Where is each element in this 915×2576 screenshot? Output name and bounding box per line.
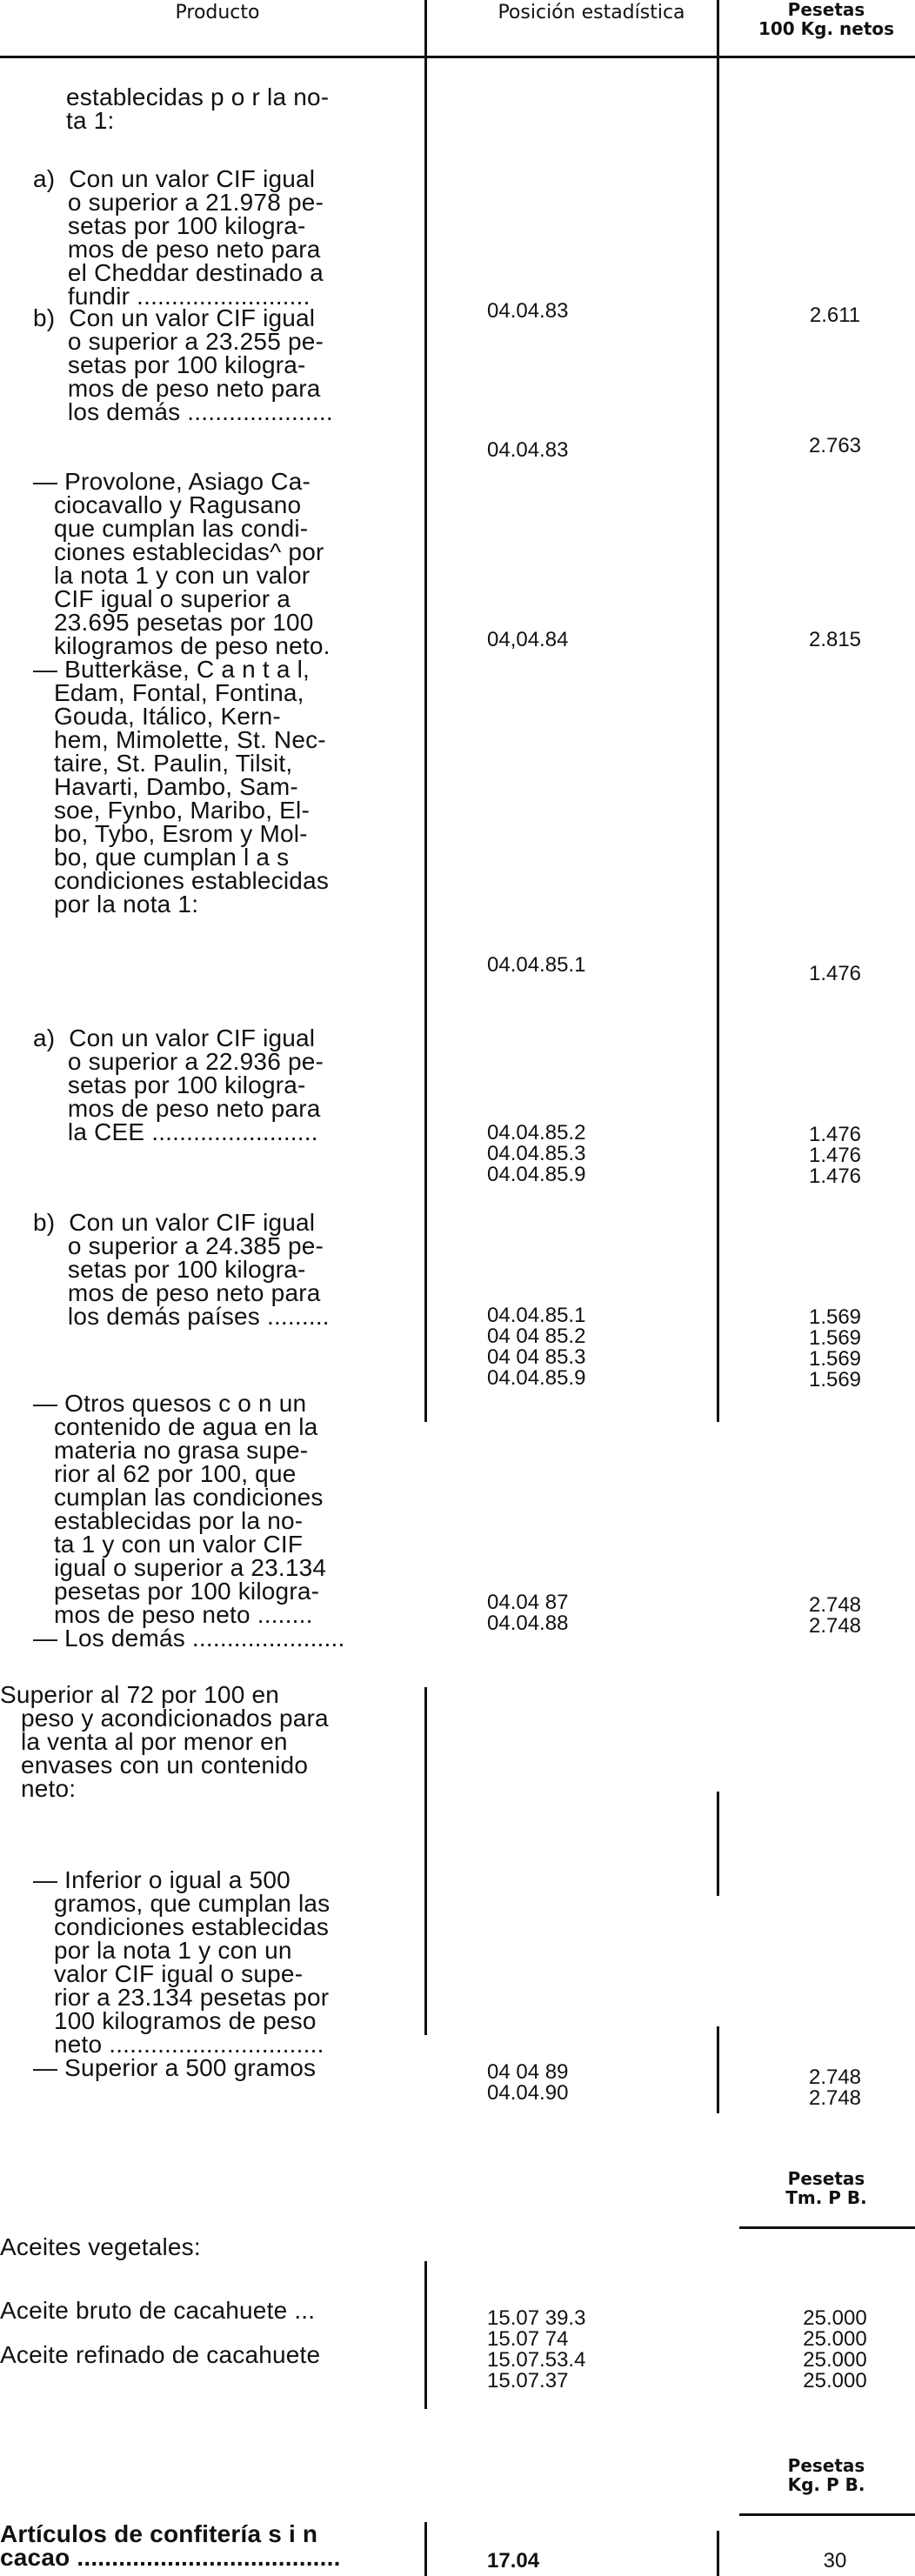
- text-block-b13: Aceite refinado de cacahuete: [0, 2341, 321, 2368]
- text-block-b5: — Butterkäse, C a n t a l, Edam, Fontal, Fontina, Gouda, Itálico, Kern- hem, Mimolette, St. Nec- taire, St. Paulin, Tilsit, Havarti, Dambo, Sam- soe, Fynbo, Maribo, El- bo, Tybo, Esrom y Mol- bo, que cumplan l a s condiciones establecidas por la nota 1:: [33, 656, 330, 918]
- column-rule-1: [424, 0, 427, 1422]
- position-code: 04.04.90: [487, 2081, 569, 2105]
- position-code: 04 04 85.2: [487, 1325, 586, 1348]
- price-value: 2.815: [808, 628, 862, 651]
- text-block-b9: Superior al 72 por 100 en peso y acondicionados para la venta al por menor en envases con un contenido neto:: [0, 1681, 329, 1802]
- position-code: 04.04.83: [487, 438, 569, 462]
- header-rule: [0, 56, 915, 58]
- price-value: 2.763: [808, 434, 862, 457]
- subheader-kg-l1: Pesetas: [787, 2455, 865, 2476]
- price-value: 1.476: [808, 1165, 862, 1188]
- position-code: 15.07 39.3: [487, 2306, 586, 2330]
- text-block-b11: Aceites vegetales:: [0, 2233, 201, 2260]
- column-rule-1c: [424, 2261, 427, 2409]
- text-block-b12: Aceite bruto de cacahuete ...: [0, 2297, 316, 2324]
- position-code: 04.04.85.9: [487, 1366, 586, 1390]
- subheader-tm-rule: [739, 2226, 915, 2229]
- position-code: 04.04.85.9: [487, 1163, 586, 1186]
- position-code: 04.04.85.1: [487, 1304, 586, 1327]
- price-value: 1.569: [808, 1347, 862, 1371]
- position-code: 04.04.85.3: [487, 1142, 586, 1165]
- price-value: 2.748: [808, 1614, 862, 1638]
- price-value: 1.476: [808, 962, 862, 985]
- price-value: 2.611: [809, 304, 861, 327]
- text-block-b8: — Otros quesos c o n un contenido de agua en la materia no grasa supe- rior al 62 por 100, que cumplan las condiciones establecidas por la no- ta 1 y con un valor CIF igual o superior a 23.134 pesetas por 100 kilogra- mos de peso neto ........ — Los demás ......................: [33, 1390, 345, 1652]
- column-rule-2: [717, 0, 719, 1422]
- position-code: 17.04: [487, 2549, 540, 2573]
- price-value: 1.476: [808, 1144, 862, 1167]
- price-value: 1.476: [808, 1123, 862, 1146]
- column-rule-1b: [424, 1687, 427, 2035]
- subheader-kg-l2: Kg. P B.: [787, 2474, 865, 2495]
- subheader-kg-rule: [739, 2513, 915, 2516]
- position-code: 15.07 74: [487, 2327, 569, 2351]
- text-block-b2: a) Con un valor CIF igual o superior a 21.978 pe- setas por 100 kilogra- mos de peso neto para el Cheddar destinado a fundir .........................: [33, 165, 324, 310]
- header-posicion: Posición estadística: [498, 2, 685, 23]
- column-rule-2b: [717, 1792, 719, 1896]
- price-value: 2.748: [808, 2065, 862, 2089]
- position-code: 15.07.53.4: [487, 2348, 586, 2372]
- column-rule-2d: [717, 2531, 719, 2576]
- header-unit: 100 Kg. netos: [758, 18, 895, 39]
- price-value: 1.569: [808, 1368, 862, 1391]
- price-value: 1.569: [808, 1305, 862, 1329]
- price-value: 2.748: [808, 2086, 862, 2110]
- position-code: 04.04.85.1: [487, 953, 586, 977]
- text-block-b14: Artículos de confitería s i n cacao ......................................: [0, 2520, 341, 2571]
- column-rule-2c: [717, 2026, 719, 2113]
- position-code: 04 04 85.3: [487, 1345, 586, 1369]
- column-rule-1d: [424, 2522, 427, 2576]
- price-value: 25.000: [803, 2306, 867, 2330]
- position-code: 15.07.37: [487, 2369, 569, 2392]
- subheader-tm-l2: Tm. P B.: [785, 2187, 867, 2208]
- text-block-b1: establecidas p o r la no- ta 1:: [66, 83, 330, 134]
- position-code: 04.04.83: [487, 299, 569, 323]
- position-code: 04.04.85.2: [487, 1121, 586, 1145]
- price-value: 30: [823, 2549, 847, 2573]
- position-code: 04.04 87: [487, 1591, 569, 1614]
- header-producto: Producto: [175, 2, 260, 23]
- text-block-b7: b) Con un valor CIF igual o superior a 24.385 pe- setas por 100 kilogra- mos de peso neto para los demás países .........: [33, 1209, 330, 1330]
- position-code: 04,04.84: [487, 628, 569, 651]
- header-pesetas: Pesetas: [787, 0, 865, 20]
- text-block-b10: — Inferior o igual a 500 gramos, que cumplan las condiciones establecidas por la nota 1 y con un valor CIF igual o supe- rior a 23.134 pesetas por 100 kilogramos de peso neto ............................... — Superior a 500 gramos: [33, 1866, 331, 2081]
- text-block-b4: — Provolone, Asiago Ca- ciocavallo y Ragusano que cumplan las condi- ciones establecidas^ por la nota 1 y con un valor CIF igual o superior a 23.695 pesetas por 100 kilogramos de peso neto.: [33, 468, 331, 659]
- price-value: 2.748: [808, 1593, 862, 1617]
- price-value: 25.000: [803, 2348, 867, 2372]
- subheader-tm-l1: Pesetas: [787, 2168, 865, 2189]
- text-block-b6: a) Con un valor CIF igual o superior a 22.936 pe- setas por 100 kilogra- mos de peso neto para la CEE ........................: [33, 1024, 324, 1145]
- position-code: 04.04.88: [487, 1612, 569, 1635]
- price-value: 1.569: [808, 1326, 862, 1350]
- price-value: 25.000: [803, 2327, 867, 2351]
- position-code: 04 04 89: [487, 2060, 569, 2084]
- text-block-b3: b) Con un valor CIF igual o superior a 23.255 pe- setas por 100 kilogra- mos de peso neto para los demás .....................: [33, 304, 333, 425]
- price-value: 25.000: [803, 2369, 867, 2392]
